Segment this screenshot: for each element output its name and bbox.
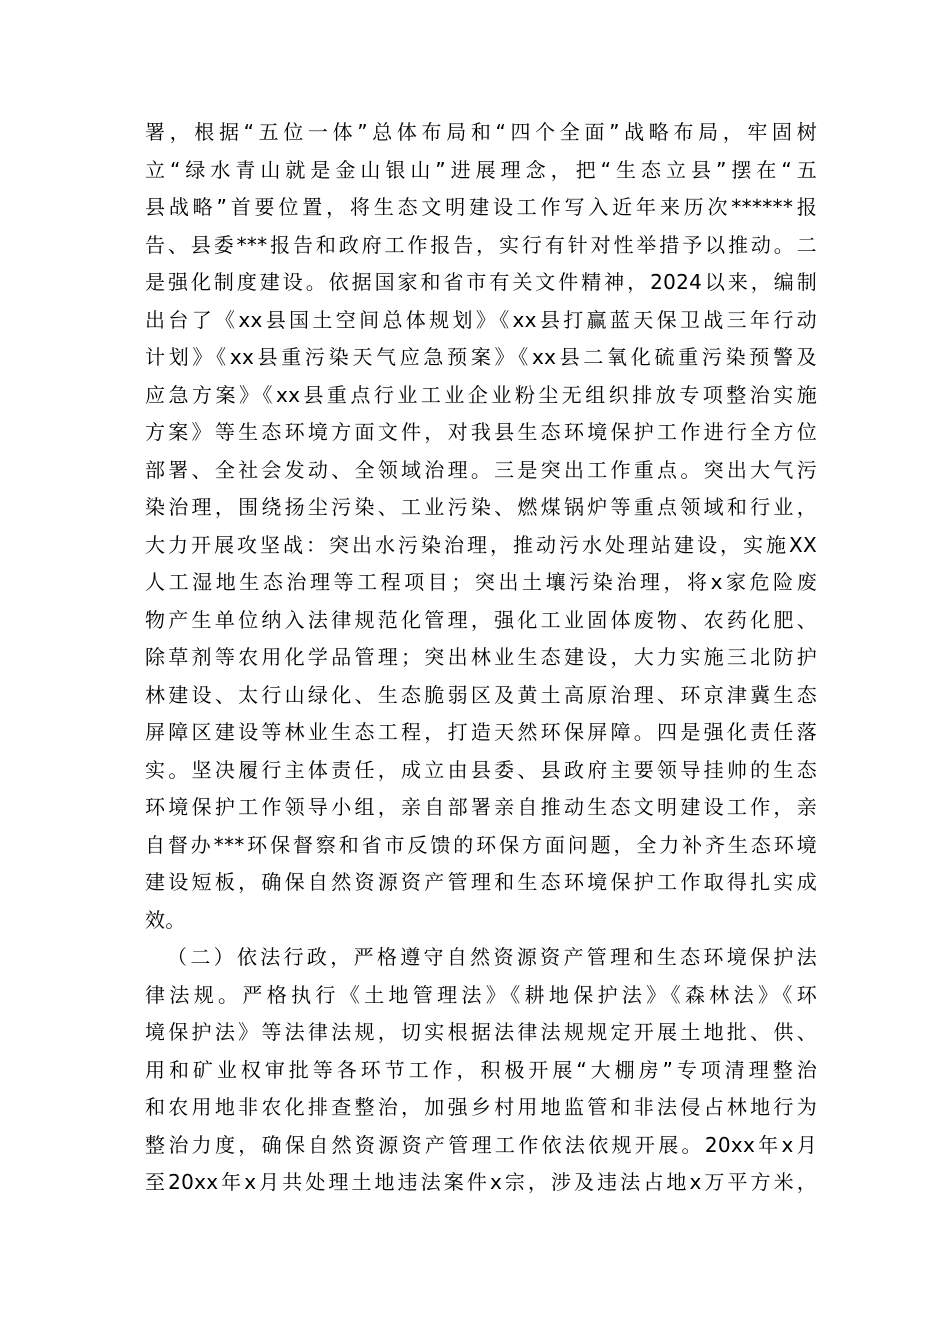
text-line: 方案》等生态环境方面文件，对我县生态环境保护工作进行全方位 xyxy=(145,420,817,444)
text-line: 立“绿水青山就是金山银山”进展理念，把“生态立县”摆在“五 xyxy=(145,157,817,182)
text-line: 县战略”首要位置，将生态文明建设工作写入近年来历次******报 xyxy=(145,195,817,219)
text-line: 出台了《xx县国土空间总体规划》《xx县打赢蓝天保卫战三年行动 xyxy=(145,307,817,332)
text-line: 计划》《xx县重污染天气应急预案》《xx县二氧化硫重污染预警及 xyxy=(145,345,817,369)
text-line: 告、县委***报告和政府工作报告，实行有针对性举措予以推动。二 xyxy=(145,232,817,257)
text-line: 境保护法》等法律法规，切实根据法律法规规定开展土地批、供、 xyxy=(145,1020,817,1044)
document-body xyxy=(145,114,817,1202)
text-line: 应急方案》《xx县重点行业工业企业粉尘无组织排放专项整治实施 xyxy=(145,382,817,407)
text-line: 自督办***环保督察和省市反馈的环保方面问题，全力补齐生态环境 xyxy=(145,832,817,857)
text-line: 除草剂等农用化学品管理；突出林业生态建设，大力实施三北防护 xyxy=(145,645,817,669)
text-line: 整治力度，确保自然资源资产管理工作依法依规开展。20xx年x月 xyxy=(145,1132,817,1157)
text-line: 建设短板，确保自然资源资产管理和生态环境保护工作取得扎实成 xyxy=(145,870,817,894)
text-line: 部署、全社会发动、全领域治理。三是突出工作重点。突出大气污 xyxy=(145,457,817,482)
paragraph-2 xyxy=(145,939,817,1202)
paragraph-1 xyxy=(145,114,817,939)
text-line: 环境保护工作领导小组，亲自部署亲自推动生态文明建设工作，亲 xyxy=(145,795,817,819)
text-line: 律法规。严格执行《土地管理法》《耕地保护法》《森林法》《环 xyxy=(145,982,817,1007)
text-line: 署，根据“五位一体”总体布局和“四个全面”战略布局，牢固树 xyxy=(145,120,817,144)
text-line: 和农用地非农化排查整治，加强乡村用地监管和非法侵占林地行为 xyxy=(145,1095,817,1119)
text-line: 林建设、太行山绿化、生态脆弱区及黄土高原治理、环京津冀生态 xyxy=(145,682,817,707)
text-line: 效。 xyxy=(145,907,186,932)
text-line: 至20xx年x月共处理土地违法案件x宗，涉及违法占地x万平方米， xyxy=(145,1170,817,1194)
text-line: 是强化制度建设。依据国家和省市有关文件精神，2024以来，编制 xyxy=(145,270,817,294)
text-line: 大力开展攻坚战：突出水污染治理，推动污水处理站建设，实施XX xyxy=(145,532,817,557)
text-line: 物产生单位纳入法律规范化管理，强化工业固体废物、农药化肥、 xyxy=(145,607,817,632)
text-line: 屏障区建设等林业生态工程，打造天然环保屏障。四是强化责任落 xyxy=(145,720,817,744)
text-line: 人工湿地生态治理等工程项目；突出土壤污染治理，将x家危险废 xyxy=(145,570,817,594)
text-line: 染治理，围绕扬尘污染、工业污染、燃煤锅炉等重点领域和行业， xyxy=(145,495,817,519)
text-line: 实。坚决履行主体责任，成立由县委、县政府主要领导挂帅的生态 xyxy=(145,757,817,782)
text-line: 用和矿业权审批等各环节工作，积极开展“大棚房”专项清理整治 xyxy=(145,1057,817,1082)
text-line: （二）依法行政，严格遵守自然资源资产管理和生态环境保护法 xyxy=(167,945,817,969)
